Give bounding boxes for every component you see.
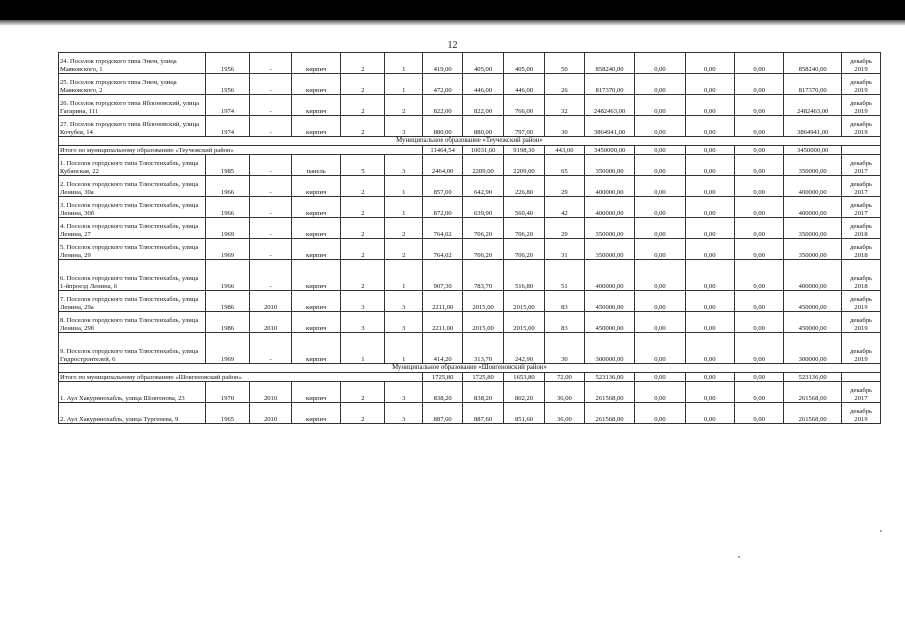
value-cell: 1986 xyxy=(205,312,249,333)
value-cell: 1 xyxy=(385,197,423,218)
value-cell: 0,00 xyxy=(685,197,734,218)
table-body xyxy=(59,53,881,424)
scan-top-border xyxy=(0,0,905,20)
housing-table-container xyxy=(58,52,881,424)
summary-cell xyxy=(842,146,881,155)
value-cell: 0,00 xyxy=(685,312,734,333)
value-cell: 0,00 xyxy=(635,74,685,95)
summary-cell: 0,00 xyxy=(685,373,734,382)
value-cell: 0,00 xyxy=(685,95,734,116)
value-cell: 0,00 xyxy=(734,260,783,291)
value-cell: 2211,00 xyxy=(423,312,463,333)
value-cell: панель xyxy=(292,155,341,176)
section-title-row xyxy=(59,137,881,146)
value-cell: 1970 xyxy=(205,382,249,403)
value-cell: 2010 xyxy=(250,403,292,424)
section-summary-row xyxy=(59,373,881,382)
value-cell: 0,00 xyxy=(635,333,685,364)
summary-cell: 0,00 xyxy=(685,146,734,155)
value-cell: - xyxy=(250,218,292,239)
value-cell: кирпич xyxy=(292,74,341,95)
address-cell: 24. Поселок городского типа Энем, улица Маяковского, 1 xyxy=(59,53,206,74)
value-cell: - xyxy=(250,116,292,137)
value-cell: 3 xyxy=(385,291,423,312)
value-cell: - xyxy=(250,176,292,197)
value-cell: 3 xyxy=(385,312,423,333)
value-cell: 31 xyxy=(544,239,584,260)
value-cell: 880,00 xyxy=(463,116,504,137)
summary-label: Итого по муниципальному образованию «Теучежский район» xyxy=(59,146,423,155)
value-cell: 2209,00 xyxy=(504,155,545,176)
value-cell: 405,00 xyxy=(504,53,545,74)
table-row xyxy=(59,155,881,176)
value-cell: 880,00 xyxy=(423,116,463,137)
deadline-cell: декабрь 2019 xyxy=(842,403,881,424)
page-number: 12 xyxy=(447,40,458,51)
value-cell: - xyxy=(250,53,292,74)
deadline-cell: декабрь 2018 xyxy=(842,218,881,239)
deadline-cell: декабрь 2019 xyxy=(842,95,881,116)
value-cell: 350000,00 xyxy=(584,155,634,176)
value-cell: 30 xyxy=(544,116,584,137)
value-cell: 0,00 xyxy=(734,155,783,176)
value-cell: - xyxy=(250,197,292,218)
value-cell: 858240,00 xyxy=(584,53,634,74)
address-cell: 2. Поселок городского типа Тлюстенхабль, улица Ленина, 30а xyxy=(59,176,206,197)
summary-cell: 0,00 xyxy=(734,146,783,155)
value-cell: 300000,00 xyxy=(584,333,634,364)
value-cell: 851,60 xyxy=(504,403,545,424)
address-cell: 26. Поселок городского типа Яблоновский, улица Гагарина, 111 xyxy=(59,95,206,116)
table-row xyxy=(59,260,881,291)
value-cell: 261568,00 xyxy=(784,382,842,403)
table-row xyxy=(59,382,881,403)
value-cell: 1985 xyxy=(205,155,249,176)
value-cell: 400000,00 xyxy=(584,176,634,197)
value-cell: 822,00 xyxy=(463,95,504,116)
deadline-cell: декабрь 2017 xyxy=(842,155,881,176)
value-cell: 2 xyxy=(341,403,385,424)
value-cell: 0,00 xyxy=(734,95,783,116)
value-cell: кирпич xyxy=(292,95,341,116)
value-cell: 1974 xyxy=(205,95,249,116)
value-cell: 2 xyxy=(341,260,385,291)
value-cell: 36,00 xyxy=(544,403,584,424)
value-cell: 1965 xyxy=(205,403,249,424)
value-cell: 0,00 xyxy=(685,382,734,403)
deadline-cell: декабрь 2019 xyxy=(842,291,881,312)
value-cell: 29 xyxy=(544,176,584,197)
section-title: Муниципальное образование «Теучежский район» xyxy=(59,137,881,146)
table-row xyxy=(59,312,881,333)
value-cell: 450000,00 xyxy=(784,312,842,333)
value-cell: 858240,00 xyxy=(784,53,842,74)
value-cell: 32 xyxy=(544,95,584,116)
table-row xyxy=(59,239,881,260)
value-cell: 2 xyxy=(341,116,385,137)
value-cell: 261568,00 xyxy=(584,403,634,424)
value-cell: 838,20 xyxy=(463,382,504,403)
value-cell: 0,00 xyxy=(635,218,685,239)
table-row xyxy=(59,53,881,74)
value-cell: 857,00 xyxy=(423,176,463,197)
value-cell: 405,00 xyxy=(463,53,504,74)
summary-cell: 0,00 xyxy=(734,373,783,382)
value-cell: 764,02 xyxy=(423,218,463,239)
value-cell: 242,90 xyxy=(504,333,545,364)
value-cell: 350000,00 xyxy=(784,155,842,176)
value-cell: 2010 xyxy=(250,312,292,333)
value-cell: 2 xyxy=(341,218,385,239)
table-row xyxy=(59,291,881,312)
value-cell: 887,60 xyxy=(463,403,504,424)
value-cell: 706,20 xyxy=(463,218,504,239)
summary-cell: 523136,00 xyxy=(584,373,634,382)
value-cell: 261568,00 xyxy=(584,382,634,403)
value-cell: кирпич xyxy=(292,382,341,403)
value-cell: 2 xyxy=(385,218,423,239)
summary-label: Итого по муниципальному образованию «Шовгеновский район» xyxy=(59,373,423,382)
value-cell: 0,00 xyxy=(734,239,783,260)
value-cell: 0,00 xyxy=(734,116,783,137)
summary-cell: 1653,80 xyxy=(504,373,545,382)
value-cell: 2 xyxy=(341,382,385,403)
value-cell: 0,00 xyxy=(635,176,685,197)
value-cell: 2010 xyxy=(250,382,292,403)
value-cell: - xyxy=(250,95,292,116)
value-cell: 29 xyxy=(544,218,584,239)
value-cell: 83 xyxy=(544,312,584,333)
value-cell: 446,00 xyxy=(463,74,504,95)
value-cell: 907,30 xyxy=(423,260,463,291)
value-cell: 1 xyxy=(385,260,423,291)
value-cell: 2209,00 xyxy=(463,155,504,176)
value-cell: 450000,00 xyxy=(584,312,634,333)
value-cell: 2015,00 xyxy=(504,312,545,333)
address-cell: 1. Поселок городского типа Тлюстенхабль, улица Кубанская, 22 xyxy=(59,155,206,176)
value-cell: 706,20 xyxy=(504,218,545,239)
scan-speck xyxy=(880,530,882,532)
value-cell: 0,00 xyxy=(635,382,685,403)
table-row xyxy=(59,176,881,197)
summary-cell: 72,00 xyxy=(544,373,584,382)
value-cell: 30 xyxy=(544,333,584,364)
value-cell: 3 xyxy=(341,312,385,333)
value-cell: 350000,00 xyxy=(784,239,842,260)
value-cell: 414,20 xyxy=(423,333,463,364)
value-cell: 838,20 xyxy=(423,382,463,403)
value-cell: 1969 xyxy=(205,218,249,239)
value-cell: 797,00 xyxy=(504,116,545,137)
table-row xyxy=(59,197,881,218)
value-cell: 419,00 xyxy=(423,53,463,74)
value-cell: 1966 xyxy=(205,260,249,291)
value-cell: 65 xyxy=(544,155,584,176)
value-cell: 2 xyxy=(341,176,385,197)
value-cell: кирпич xyxy=(292,218,341,239)
summary-cell: 9198,30 xyxy=(504,146,545,155)
value-cell: 472,00 xyxy=(423,74,463,95)
value-cell: 1 xyxy=(385,74,423,95)
value-cell: 706,20 xyxy=(463,239,504,260)
address-cell: 4. Поселок городского типа Тлюстенхабль, улица Ленина, 27 xyxy=(59,218,206,239)
deadline-cell: декабрь 2019 xyxy=(842,53,881,74)
value-cell: 0,00 xyxy=(635,53,685,74)
table-row xyxy=(59,403,881,424)
value-cell: 2482463,00 xyxy=(784,95,842,116)
value-cell: 764,02 xyxy=(423,239,463,260)
value-cell: 2 xyxy=(341,53,385,74)
value-cell: 0,00 xyxy=(734,218,783,239)
value-cell: - xyxy=(250,74,292,95)
value-cell: 2 xyxy=(385,239,423,260)
value-cell: 0,00 xyxy=(734,197,783,218)
value-cell: кирпич xyxy=(292,333,341,364)
value-cell: 872,00 xyxy=(423,197,463,218)
value-cell: 350000,00 xyxy=(584,239,634,260)
section-title-row xyxy=(59,364,881,373)
address-cell: 9. Поселок городского типа Тлюстенхабль, улица Гидростроителей, 6 xyxy=(59,333,206,364)
value-cell: кирпич xyxy=(292,291,341,312)
value-cell: 0,00 xyxy=(635,239,685,260)
address-cell: 5. Поселок городского типа Тлюстенхабль, улица Ленина, 29 xyxy=(59,239,206,260)
deadline-cell: декабрь 2019 xyxy=(842,312,881,333)
summary-cell: 0,00 xyxy=(635,373,685,382)
value-cell: 446,00 xyxy=(504,74,545,95)
value-cell: 0,00 xyxy=(635,312,685,333)
value-cell: 5 xyxy=(341,155,385,176)
summary-cell: 3450000,00 xyxy=(584,146,634,155)
value-cell: 817370,00 xyxy=(784,74,842,95)
value-cell: 42 xyxy=(544,197,584,218)
address-cell: 3. Поселок городского типа Тлюстенхабль, улица Ленина, 30б xyxy=(59,197,206,218)
summary-cell: 11464,54 xyxy=(423,146,463,155)
value-cell: 1966 xyxy=(205,176,249,197)
scan-speck xyxy=(738,556,740,558)
section-title: Муниципальное образование «Шовгеновский район» xyxy=(59,364,881,373)
value-cell: 817370,00 xyxy=(584,74,634,95)
value-cell: 2 xyxy=(341,239,385,260)
value-cell: 1966 xyxy=(205,197,249,218)
value-cell: 300000,00 xyxy=(784,333,842,364)
value-cell: 1986 xyxy=(205,291,249,312)
value-cell: 450000,00 xyxy=(784,291,842,312)
deadline-cell: декабрь 2017 xyxy=(842,197,881,218)
value-cell: 1956 xyxy=(205,74,249,95)
value-cell: 400000,00 xyxy=(784,176,842,197)
value-cell: 0,00 xyxy=(685,176,734,197)
value-cell: 1956 xyxy=(205,53,249,74)
value-cell: 0,00 xyxy=(635,403,685,424)
value-cell: 766,00 xyxy=(504,95,545,116)
value-cell: 887,60 xyxy=(423,403,463,424)
value-cell: 350000,00 xyxy=(784,218,842,239)
table-row xyxy=(59,333,881,364)
value-cell: 400000,00 xyxy=(784,260,842,291)
value-cell: 0,00 xyxy=(635,291,685,312)
summary-cell: 523136,00 xyxy=(784,373,842,382)
value-cell: 642,90 xyxy=(463,176,504,197)
value-cell: 450000,00 xyxy=(584,291,634,312)
value-cell: кирпич xyxy=(292,260,341,291)
value-cell: 0,00 xyxy=(685,403,734,424)
address-cell: 7. Поселок городского типа Тлюстенхабль, улица Ленина, 29а xyxy=(59,291,206,312)
address-cell: 6. Поселок городского типа Тлюстенхабль, улица 1-йпроезд Ленина, 6 xyxy=(59,260,206,291)
value-cell: 261568,00 xyxy=(784,403,842,424)
deadline-cell: декабрь 2018 xyxy=(842,239,881,260)
value-cell: кирпич xyxy=(292,197,341,218)
value-cell: 350000,00 xyxy=(584,218,634,239)
value-cell: 36,00 xyxy=(544,382,584,403)
section-summary-row xyxy=(59,146,881,155)
value-cell: 0,00 xyxy=(685,53,734,74)
table-row xyxy=(59,218,881,239)
summary-cell: 443,00 xyxy=(544,146,584,155)
deadline-cell: декабрь 2019 xyxy=(842,116,881,137)
value-cell: кирпич xyxy=(292,176,341,197)
value-cell: 2015,00 xyxy=(504,291,545,312)
summary-cell xyxy=(842,373,881,382)
value-cell: - xyxy=(250,333,292,364)
value-cell: 516,80 xyxy=(504,260,545,291)
value-cell: 83 xyxy=(544,291,584,312)
value-cell: 0,00 xyxy=(635,260,685,291)
value-cell: 50 xyxy=(544,53,584,74)
value-cell: 3 xyxy=(385,403,423,424)
table-row xyxy=(59,95,881,116)
value-cell: 2 xyxy=(385,95,423,116)
value-cell: 0,00 xyxy=(635,197,685,218)
value-cell: 0,00 xyxy=(734,333,783,364)
value-cell: 1969 xyxy=(205,333,249,364)
value-cell: 1 xyxy=(341,333,385,364)
value-cell: 0,00 xyxy=(635,95,685,116)
value-cell: 313,70 xyxy=(463,333,504,364)
value-cell: 0,00 xyxy=(635,116,685,137)
value-cell: 1 xyxy=(385,53,423,74)
value-cell: 0,00 xyxy=(685,260,734,291)
address-cell: 8. Поселок городского типа Тлюстенхабль, улица Ленина, 29б xyxy=(59,312,206,333)
value-cell: 0,00 xyxy=(685,333,734,364)
address-cell: 25. Поселок городского типа Энем, улица Маяковского, 2 xyxy=(59,74,206,95)
value-cell: 2211,00 xyxy=(423,291,463,312)
value-cell: 400000,00 xyxy=(584,197,634,218)
summary-cell: 10031,60 xyxy=(463,146,504,155)
value-cell: 3 xyxy=(385,155,423,176)
value-cell: 3 xyxy=(385,116,423,137)
address-cell: 27. Поселок городского типа Яблоновский, улица Кочубея, 14 xyxy=(59,116,206,137)
value-cell: 3864941,00 xyxy=(784,116,842,137)
value-cell: 3 xyxy=(341,291,385,312)
value-cell: кирпич xyxy=(292,53,341,74)
deadline-cell: декабрь 2017 xyxy=(842,382,881,403)
value-cell: 400000,00 xyxy=(584,260,634,291)
summary-cell: 1725,80 xyxy=(463,373,504,382)
deadline-cell: декабрь 2017 xyxy=(842,176,881,197)
value-cell: 783,70 xyxy=(463,260,504,291)
value-cell: 2482463,00 xyxy=(584,95,634,116)
value-cell: - xyxy=(250,239,292,260)
address-cell: 1. Аул Хакуринохабль, улица Шовгенова, 23 xyxy=(59,382,206,403)
value-cell: 2 xyxy=(341,95,385,116)
summary-cell: 3450000,00 xyxy=(784,146,842,155)
value-cell: 2010 xyxy=(250,291,292,312)
value-cell: кирпич xyxy=(292,312,341,333)
housing-table xyxy=(58,52,881,424)
value-cell: 0,00 xyxy=(635,155,685,176)
value-cell: 802,20 xyxy=(504,382,545,403)
value-cell: 2015,00 xyxy=(463,312,504,333)
value-cell: 2015,00 xyxy=(463,291,504,312)
value-cell: 2 xyxy=(341,74,385,95)
scan-border-fade xyxy=(0,20,905,26)
value-cell: 639,90 xyxy=(463,197,504,218)
value-cell: - xyxy=(250,260,292,291)
value-cell: 0,00 xyxy=(734,403,783,424)
value-cell: 0,00 xyxy=(685,116,734,137)
value-cell: 400000,00 xyxy=(784,197,842,218)
deadline-cell: декабрь 2019 xyxy=(842,74,881,95)
value-cell: 3864941,00 xyxy=(584,116,634,137)
value-cell: 0,00 xyxy=(685,155,734,176)
value-cell: 0,00 xyxy=(685,239,734,260)
value-cell: 26 xyxy=(544,74,584,95)
summary-cell: 0,00 xyxy=(635,146,685,155)
value-cell: 2464,00 xyxy=(423,155,463,176)
value-cell: - xyxy=(250,155,292,176)
value-cell: 1974 xyxy=(205,116,249,137)
value-cell: 560,40 xyxy=(504,197,545,218)
value-cell: кирпич xyxy=(292,403,341,424)
value-cell: кирпич xyxy=(292,239,341,260)
value-cell: 706,20 xyxy=(504,239,545,260)
value-cell: 3 xyxy=(385,382,423,403)
value-cell: 822,00 xyxy=(423,95,463,116)
summary-cell: 1725,80 xyxy=(423,373,463,382)
value-cell: 0,00 xyxy=(685,218,734,239)
value-cell: 0,00 xyxy=(734,382,783,403)
value-cell: 1 xyxy=(385,333,423,364)
table-row xyxy=(59,116,881,137)
value-cell: 0,00 xyxy=(685,291,734,312)
value-cell: 226,80 xyxy=(504,176,545,197)
value-cell: 0,00 xyxy=(734,176,783,197)
value-cell: 0,00 xyxy=(734,74,783,95)
value-cell: 0,00 xyxy=(734,291,783,312)
table-row xyxy=(59,74,881,95)
value-cell: 1969 xyxy=(205,239,249,260)
deadline-cell: декабрь 2019 xyxy=(842,333,881,364)
value-cell: 0,00 xyxy=(734,312,783,333)
deadline-cell: декабрь 2018 xyxy=(842,260,881,291)
value-cell: кирпич xyxy=(292,116,341,137)
value-cell: 1 xyxy=(385,176,423,197)
address-cell: 2. Аул Хакуринохабль, улица Тургенева, 9 xyxy=(59,403,206,424)
value-cell: 2 xyxy=(341,197,385,218)
value-cell: 51 xyxy=(544,260,584,291)
value-cell: 0,00 xyxy=(734,53,783,74)
value-cell: 0,00 xyxy=(685,74,734,95)
